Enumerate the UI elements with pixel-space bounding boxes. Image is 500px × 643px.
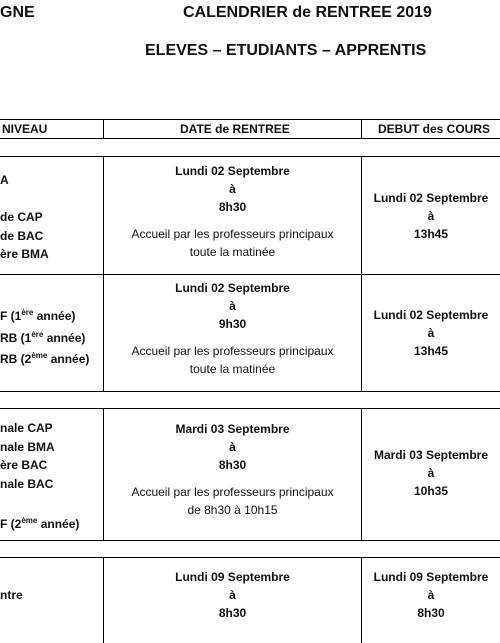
table-row-rentree: Lundi 02 Septembre à 9h30 Accueil par les professeurs principaux toute la matinée	[131, 281, 334, 376]
col-divider-2	[361, 119, 362, 139]
block3-top-border	[0, 557, 500, 558]
block1-bottom-border	[0, 391, 500, 392]
table-top-border	[0, 119, 500, 120]
table-row-rentree: Lundi 02 Septembre à 8h30 Accueil par les professeurs principaux toute la matinée	[131, 164, 334, 259]
page-subtitle: ELEVES – ETUDIANTS – APPRENTIS	[145, 42, 427, 59]
table-row-cours: Mardi 03 Septembre à 10h35	[373, 448, 489, 498]
row-divider	[0, 274, 500, 275]
column-header-date-rentree: DATE de RENTREE	[180, 122, 290, 136]
page-title: CALENDRIER de RENTREE 2019	[183, 4, 432, 21]
col-divider-1	[103, 119, 104, 139]
block2-top-border	[0, 408, 500, 409]
table-row-cours: Lundi 02 Septembre à 13h45	[373, 308, 489, 358]
column-header-debut-cours: DEBUT des COURS	[378, 122, 491, 136]
table-row-cours: Lundi 02 Septembre à 13h45	[373, 191, 489, 241]
table-row-niveau: A de CAP de BAC ère BMA	[0, 173, 49, 261]
header-bottom-border	[0, 138, 500, 139]
column-header-niveau: NIVEAU	[2, 122, 48, 136]
header-left-fragment: GNE	[0, 4, 35, 21]
block1-top-border	[0, 156, 500, 157]
table-row-rentree: Lundi 09 Septembre à 8h30	[175, 570, 290, 620]
table-row-cours: Lundi 09 Septembre à 8h30	[373, 570, 489, 620]
table-row-niveau: nale CAP nale BMA ère BAC nale BAC F (2ème année)	[0, 421, 80, 531]
block2-bottom-border	[0, 540, 500, 541]
table-row-niveau: F (1ère année) RB (1ère année) RB (2ème année)	[0, 308, 90, 366]
table-row-niveau: ntre	[0, 588, 23, 602]
table-row-rentree: Mardi 03 Septembre à 8h30 Accueil par les professeurs principaux de 8h30 à 10h15	[131, 422, 334, 517]
